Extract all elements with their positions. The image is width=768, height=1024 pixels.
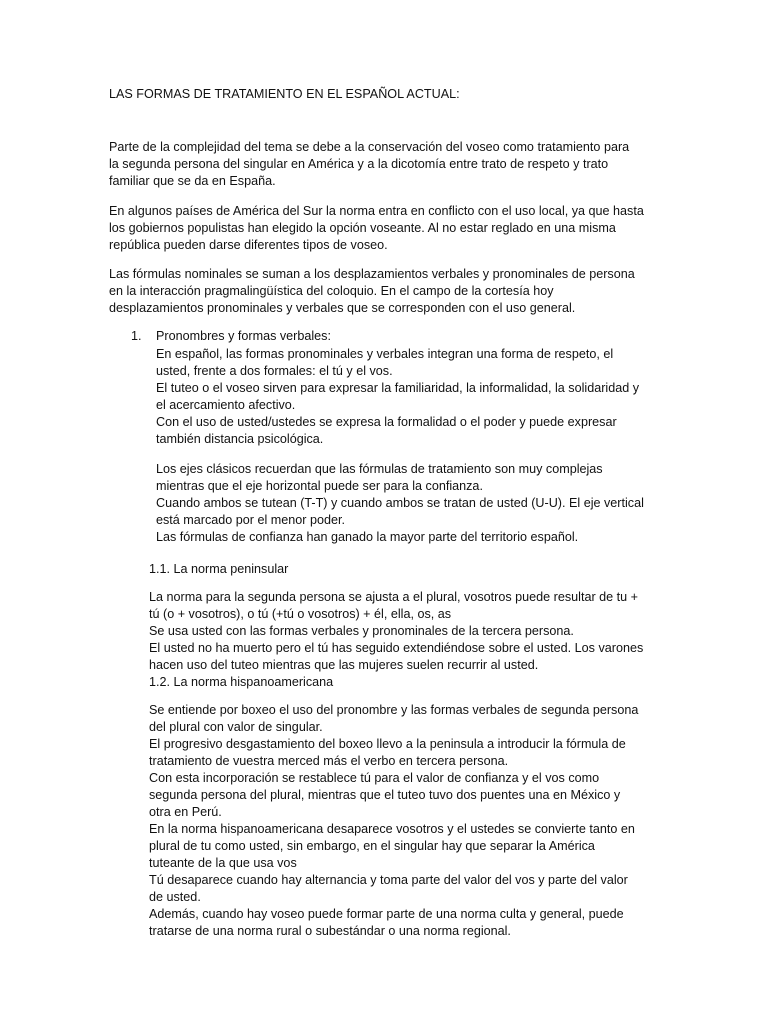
- text-line: Parte de la complejidad del tema se debe a la conservación del voseo como tratamiento para: [109, 140, 630, 154]
- text-line: Con esta incorporación se restablece tú para el valor de confianza y el vos como: [149, 771, 600, 785]
- text-line: tú (o + vosotros), o tú (+tú o vosotros) + él, ella, os, as: [149, 607, 452, 621]
- text-line: En español, las formas pronominales y verbales integran una forma de respeto, el: [156, 347, 614, 361]
- text-line: de usted.: [149, 890, 201, 904]
- text-line: tuteante de la que usa vos: [149, 856, 297, 870]
- text-line: usted, frente a dos formales: el tú y el vos.: [156, 364, 393, 378]
- paragraph-1: [109, 139, 629, 190]
- text-line: En algunos países de América del Sur la norma entra en conflicto con el uso local, ya que hasta: [109, 204, 644, 218]
- text-line: Se usa usted con las formas verbales y pronominales de la tercera persona.: [149, 624, 574, 638]
- text-line: Tú desaparece cuando hay alternancia y toma parte del valor del vos y parte del valor: [149, 873, 628, 887]
- text-line: del plural con valor de singular.: [149, 720, 323, 734]
- text-line: plural de tu como usted, sin embargo, en el singular hay que separar la América: [149, 839, 595, 853]
- document-title: LAS FORMAS DE TRATAMIENTO EN EL ESPAÑOL ACTUAL:: [109, 87, 460, 101]
- text-line: La norma para la segunda persona se ajusta a el plural, vosotros puede resultar de tu +: [149, 590, 639, 604]
- paragraph-3: [109, 266, 635, 317]
- text-line: Los ejes clásicos recuerdan que las fórmulas de tratamiento son muy complejas: [156, 462, 603, 476]
- section-1-number: 1.: [131, 329, 142, 343]
- subsection-1-1-block: [149, 589, 643, 691]
- text-line: mientras que el eje horizontal puede ser para la confianza.: [156, 479, 483, 493]
- text-line: está marcado por el menor poder.: [156, 513, 346, 527]
- text-line: El usted no ha muerto pero el tú has seguido extendiéndose sobre el usted. Los varones: [149, 641, 644, 655]
- text-line: tratarse de una norma rural o subestándar o una norma regional.: [149, 924, 511, 938]
- section-1-block-2: [156, 461, 644, 546]
- text-line: familiar que se da en España.: [109, 174, 276, 188]
- section-1-heading: Pronombres y formas verbales:: [156, 329, 331, 343]
- text-line: otra en Perú.: [149, 805, 222, 819]
- paragraph-2: [109, 203, 644, 254]
- text-line: hacen uso del tuteo mientras que las mujeres suelen recurrir al usted.: [149, 658, 539, 672]
- subsection-1-1-heading: 1.1. La norma peninsular: [149, 562, 289, 576]
- text-line: El tuteo o el voseo sirven para expresar la familiaridad, la informalidad, la solidaridad y: [156, 381, 640, 395]
- text-line: también distancia psicológica.: [156, 432, 324, 446]
- text-line: desplazamientos pronominales y verbales que se corresponden con el uso general.: [109, 301, 576, 315]
- text-line: segunda persona del plural, mientras que el tuteo tuvo dos puentes una en México y: [149, 788, 621, 802]
- text-line: tratamiento de vuestra merced más el verbo en tercera persona.: [149, 754, 509, 768]
- text-line: Las fórmulas de confianza han ganado la mayor parte del territorio español.: [156, 530, 579, 544]
- text-line: la segunda persona del singular en América y a la dicotomía entre trato de respeto y trato: [109, 157, 609, 171]
- text-line: El progresivo desgastamiento del boxeo llevo a la peninsula a introducir la fórmula de: [149, 737, 626, 751]
- text-line: en la interacción pragmalingüística del coloquio. En el campo de la cortesía hoy: [109, 284, 554, 298]
- text-line: Las fórmulas nominales se suman a los desplazamientos verbales y pronominales de persona: [109, 267, 635, 281]
- text-line: Además, cuando hay voseo puede formar parte de una norma culta y general, puede: [149, 907, 624, 921]
- subsection-1-2-block: [149, 702, 638, 940]
- text-line: Cuando ambos se tutean (T-T) y cuando ambos se tratan de usted (U-U). El eje vertical: [156, 496, 644, 510]
- text-line: Con el uso de usted/ustedes se expresa la formalidad o el poder y puede expresar: [156, 415, 617, 429]
- text-line: Se entiende por boxeo el uso del pronombre y las formas verbales de segunda persona: [149, 703, 639, 717]
- subsection-1-2-heading: 1.2. La norma hispanoamericana: [149, 675, 334, 689]
- text-line: En la norma hispanoamericana desaparece vosotros y el ustedes se convierte tanto en: [149, 822, 635, 836]
- text-line: república pueden darse diferentes tipos de voseo.: [109, 238, 388, 252]
- text-line: los gobiernos populistas han elegido la opción voseante. Al no estar reglado en una misma: [109, 221, 616, 235]
- text-line: el acercamiento afectivo.: [156, 398, 296, 412]
- section-1-block-1: [156, 346, 639, 448]
